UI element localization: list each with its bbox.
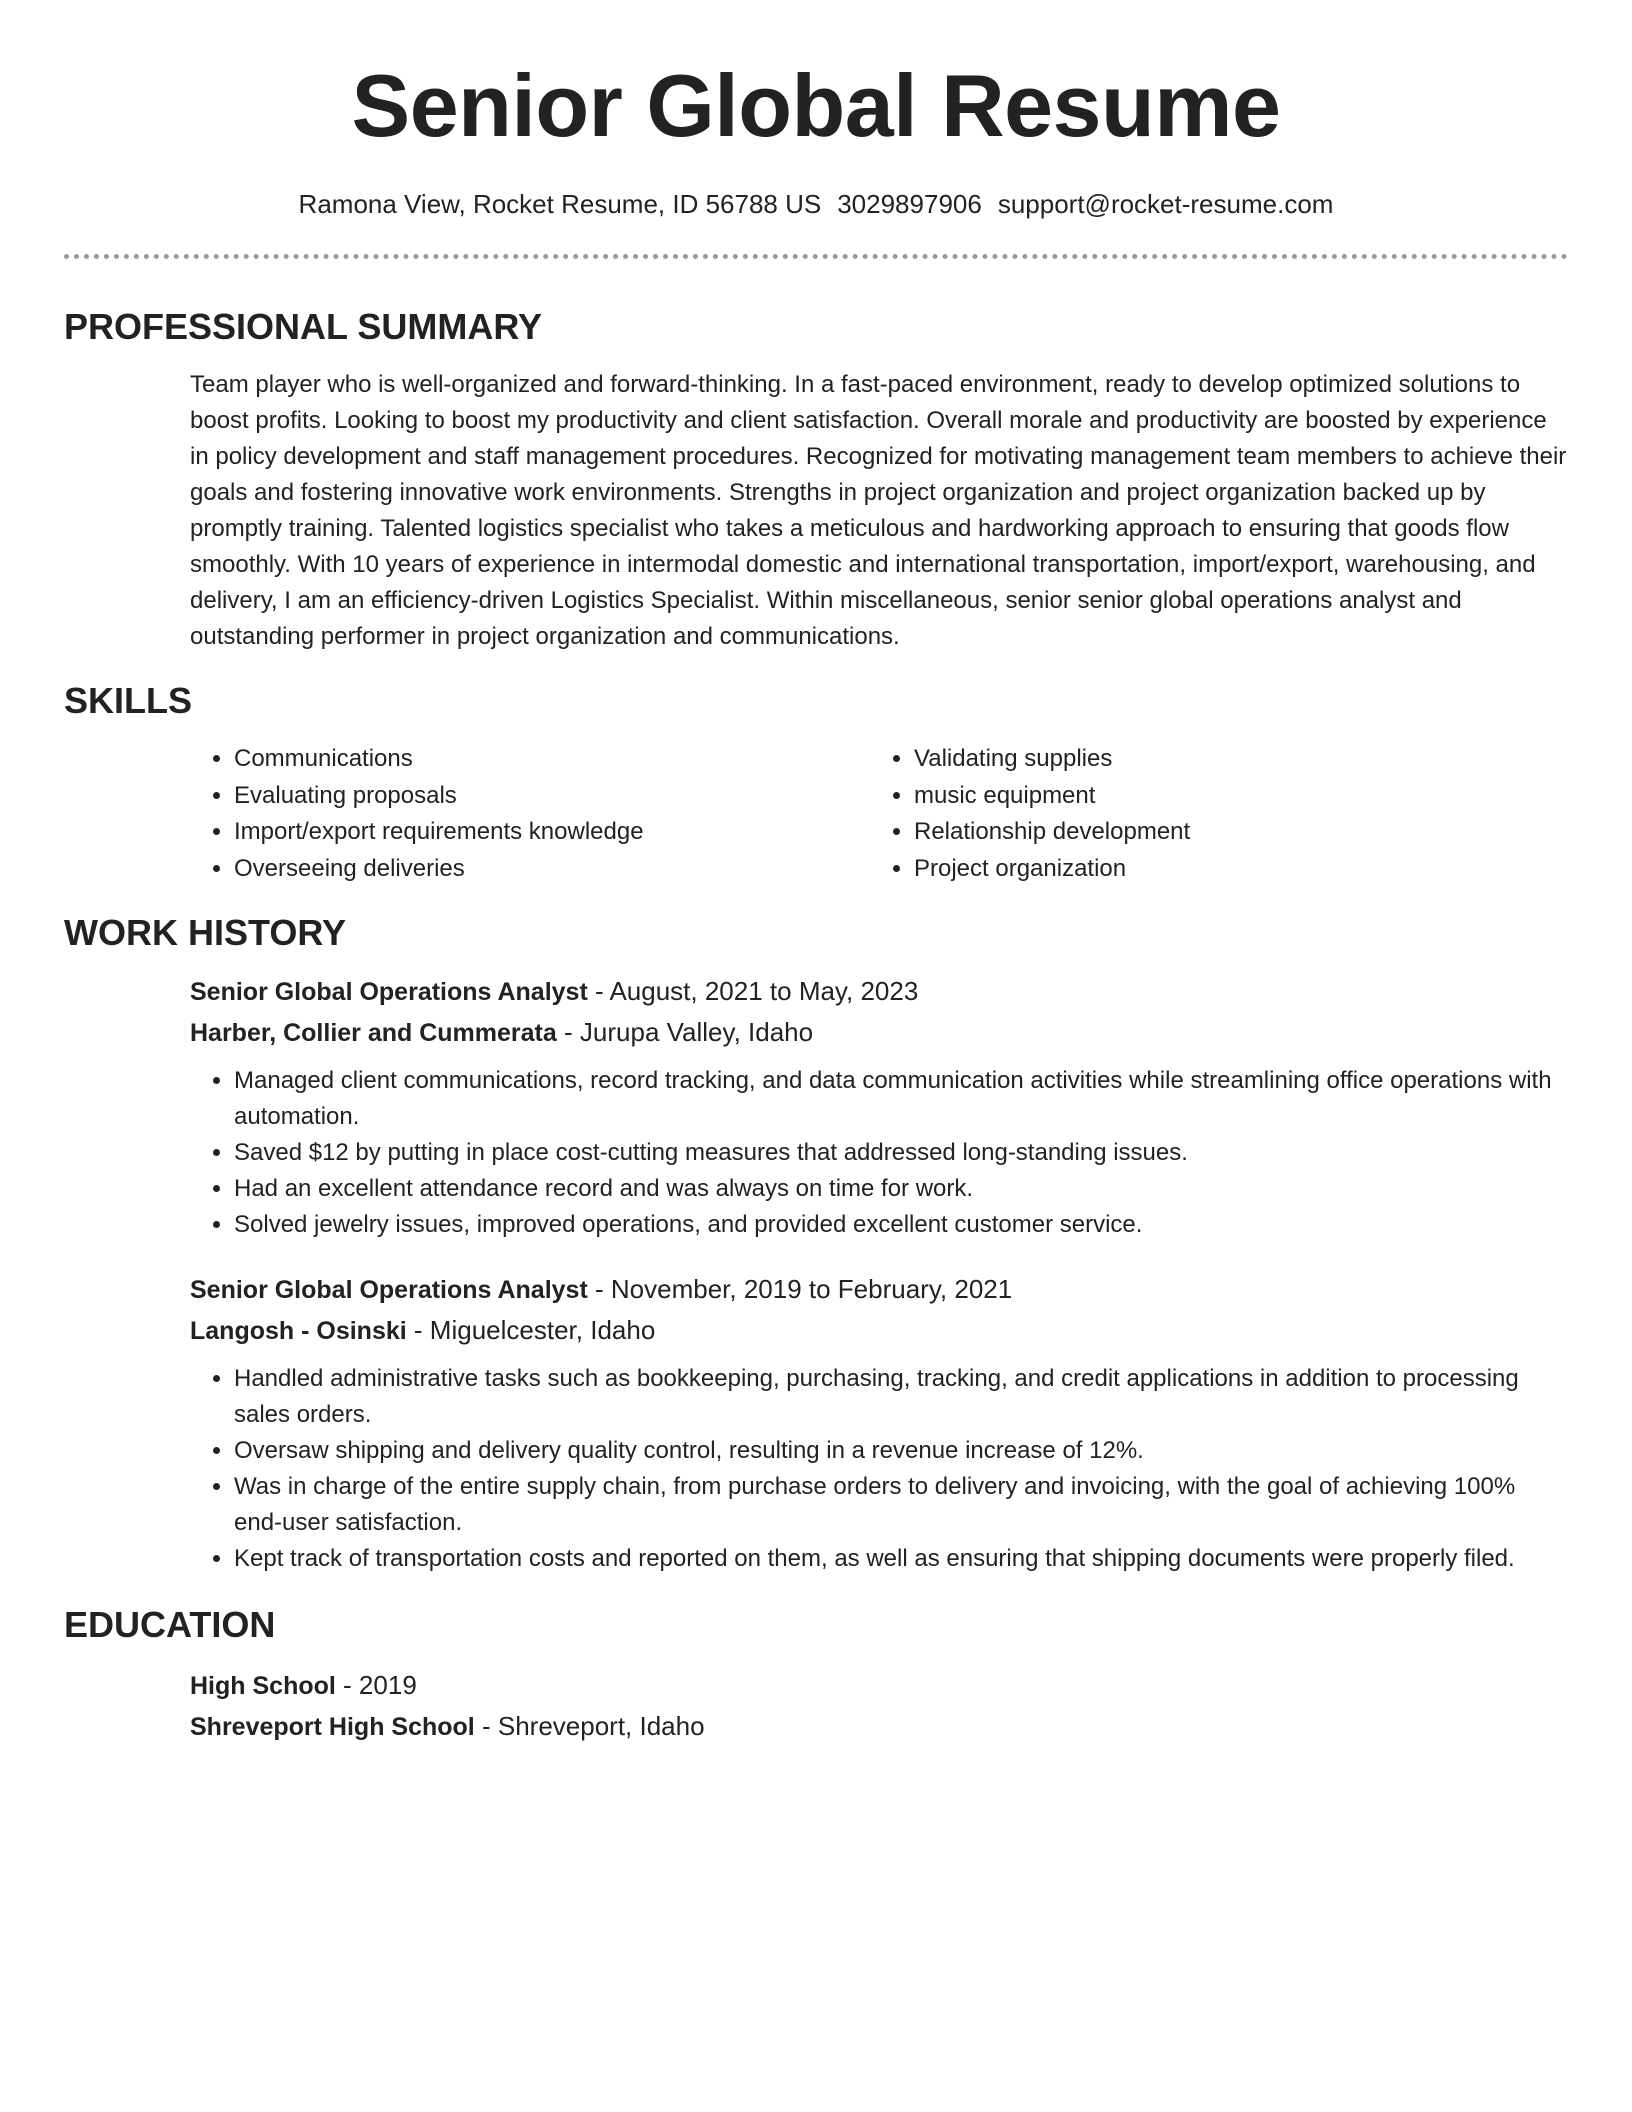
education-degree: High School bbox=[190, 1672, 336, 1700]
skill-item: • Validating supplies bbox=[914, 741, 1550, 778]
resume-name: Senior Global Resume bbox=[351, 56, 1281, 155]
job-company: Langosh - Osinski bbox=[190, 1317, 407, 1345]
skill-item: • Import/export requirements knowledge bbox=[234, 814, 870, 851]
education-entry bbox=[190, 1665, 1568, 1747]
education-school-line bbox=[190, 1706, 1568, 1747]
education-year: - 2019 bbox=[335, 1670, 417, 1700]
work-heading: WORK HISTORY bbox=[64, 912, 347, 953]
job-company: Harber, Collier and Cummerata bbox=[190, 1019, 557, 1047]
job-title: Senior Global Operations Analyst bbox=[190, 978, 588, 1006]
skill-item: • Overseeing deliveries bbox=[234, 851, 870, 888]
skill-item: • Project organization bbox=[914, 851, 1550, 888]
job-bullets bbox=[190, 1063, 1568, 1243]
skill-item: • Relationship development bbox=[914, 814, 1550, 851]
job-bullet: • Oversaw shipping and delivery quality control, resulting in a revenue increase of 12%. bbox=[234, 1433, 1568, 1469]
skills-heading: SKILLS bbox=[64, 680, 193, 721]
job-dates: - August, 2021 to May, 2023 bbox=[587, 976, 919, 1006]
job-bullet: • Had an excellent attendance record and was always on time for work. bbox=[234, 1171, 1568, 1207]
job-bullet: • Saved $12 by putting in place cost-cutting measures that addressed long-standing issues. bbox=[234, 1135, 1568, 1171]
skill-item: • Communications bbox=[234, 741, 870, 778]
contact-phone: 3029897906 bbox=[837, 189, 982, 219]
job-dates: - November, 2019 to February, 2021 bbox=[587, 1274, 1013, 1304]
job-location: - Miguelcester, Idaho bbox=[406, 1315, 656, 1345]
summary-heading: PROFESSIONAL SUMMARY bbox=[64, 306, 543, 347]
education-degree-line bbox=[190, 1665, 1568, 1706]
contact-line bbox=[64, 188, 1568, 220]
job-title-line bbox=[190, 1269, 1568, 1310]
education-school: Shreveport High School bbox=[190, 1713, 475, 1741]
education-heading: EDUCATION bbox=[64, 1604, 276, 1645]
skill-item: • Evaluating proposals bbox=[234, 778, 870, 815]
job-company-line bbox=[190, 1310, 1568, 1351]
job-bullet: • Solved jewelry issues, improved operations, and provided excellent customer service. bbox=[234, 1207, 1568, 1243]
skills-grid bbox=[190, 741, 1568, 887]
education-location: - Shreveport, Idaho bbox=[474, 1711, 705, 1741]
job-entry bbox=[190, 971, 1568, 1243]
contact-email: support@rocket-resume.com bbox=[997, 189, 1334, 219]
job-bullets bbox=[190, 1361, 1568, 1577]
job-bullet: • Kept track of transportation costs and reported on them, as well as ensuring that shipping documents were properly filed. bbox=[234, 1541, 1568, 1577]
skill-item: • music equipment bbox=[914, 778, 1550, 815]
job-entry bbox=[190, 1269, 1568, 1577]
summary-text: Team player who is well-organized and forward-thinking. In a fast-paced environment, ready to develop optimized solutions to boost profits. Looking to boost my productivity and client satisfaction. Overall morale and productivity are boosted by experience in policy development and staff management procedures. Recognized for motivating management team members to achieve their goals and fostering innovative work environments. Strengths in project organization and project organization backed up by promptly training. Talented logistics specialist who takes a meticulous and hardworking approach to ensuring that goods flow smoothly. With 10 years of experience in intermodal domestic and international transportation, import/export, warehousing, and delivery, I am an efficiency-driven Logistics Specialist. Within miscellaneous, senior senior global operations analyst and outstanding performer in project organization and communications. bbox=[190, 371, 1567, 650]
job-title: Senior Global Operations Analyst bbox=[190, 1276, 588, 1304]
job-company-line bbox=[190, 1012, 1568, 1053]
job-title-line bbox=[190, 971, 1568, 1012]
job-bullet: • Managed client communications, record tracking, and data communication activities while streamlining office operations with automation. bbox=[234, 1063, 1568, 1135]
skills-list-left bbox=[190, 741, 870, 887]
skills-list-right bbox=[870, 741, 1550, 887]
contact-address: Ramona View, Rocket Resume, ID 56788 US bbox=[298, 189, 822, 219]
job-location: - Jurupa Valley, Idaho bbox=[556, 1017, 814, 1047]
job-bullet: • Was in charge of the entire supply chain, from purchase orders to delivery and invoicing, with the goal of achieving 100% end-user satisfaction. bbox=[234, 1469, 1568, 1541]
header-divider bbox=[64, 254, 1568, 259]
job-bullet: • Handled administrative tasks such as bookkeeping, purchasing, tracking, and credit applications in addition to processing sales orders. bbox=[234, 1361, 1568, 1433]
